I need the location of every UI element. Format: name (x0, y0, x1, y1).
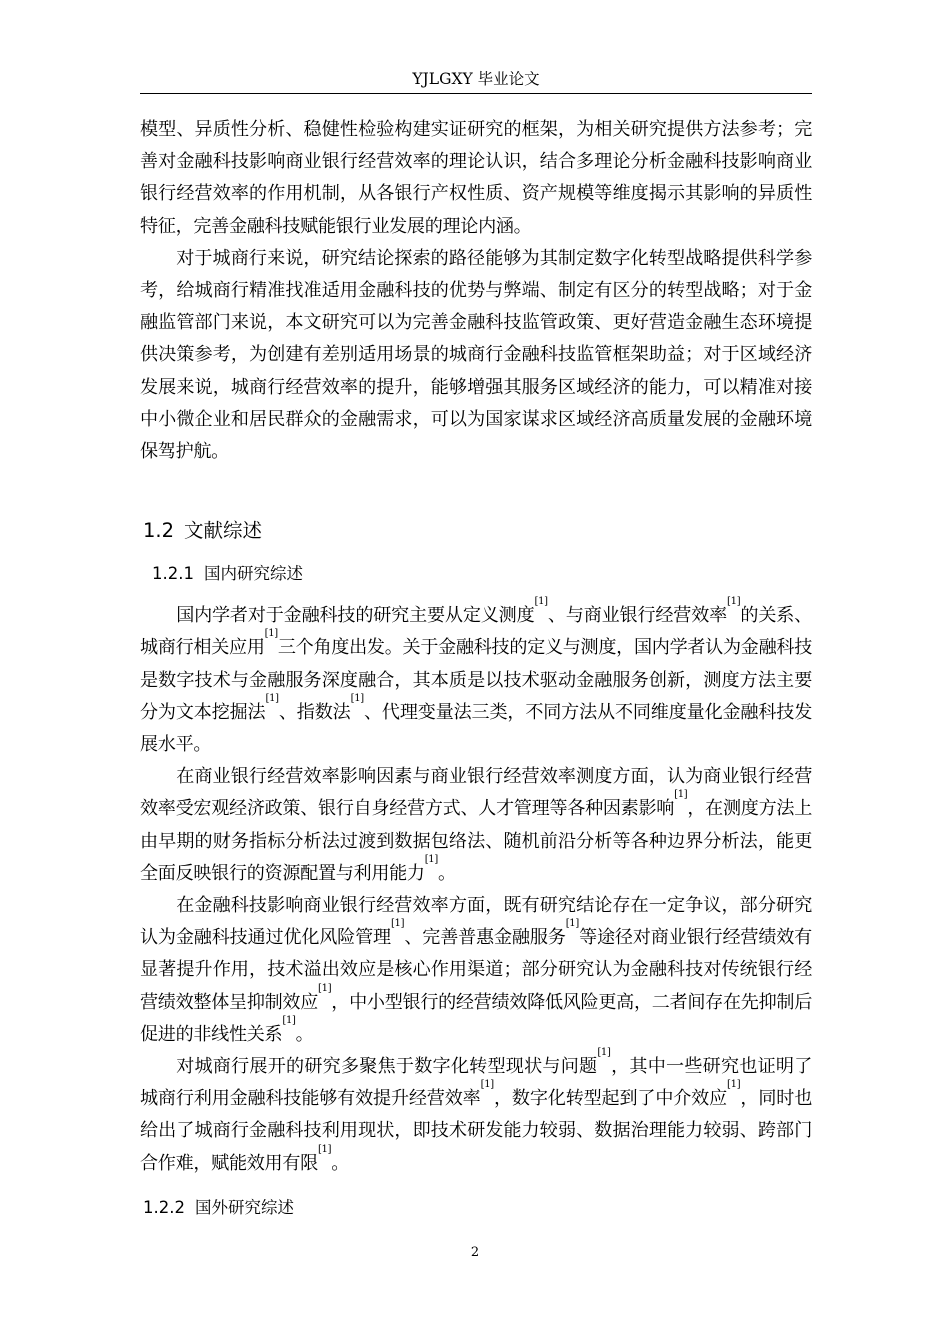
citation: [1] (565, 918, 579, 930)
citation: [1] (318, 982, 332, 994)
citation: [1] (674, 789, 688, 801)
text-run: 。 (331, 1152, 350, 1174)
citation: [1] (350, 692, 364, 704)
text-run: 、完善普惠金融服务 (404, 927, 566, 949)
text-run: 、指数法 (278, 701, 351, 723)
section-heading (143, 516, 812, 546)
section-number: 1.2 (143, 519, 175, 543)
citation: [1] (390, 918, 405, 930)
citation: [1] (534, 596, 548, 608)
paragraph (140, 596, 812, 761)
subsection-number: 1.2.2 (143, 1197, 185, 1217)
subsection-heading (143, 1194, 812, 1222)
citation: [1] (282, 1014, 296, 1026)
citation: [1] (480, 1079, 494, 1091)
text-run: ，同时也给出了城商行金融科技利用现状，即技术研发能力较弱、数据治理能力较弱、跨部门合作难，赋能效用有限 (140, 1088, 812, 1174)
paragraph (140, 890, 812, 1051)
text-run: 对城商行展开的研究多聚焦于数字化转型现状与问题 (176, 1056, 598, 1078)
header-title: YJLGXY 毕业论文 (412, 70, 540, 88)
text-run: 三个角度出发。关于金融科技的定义与测度，国内学者认为金融科技是数字技术与金融服务深度融合，其本质是以技术驱动金融服务创新，测度方法主要分为文本挖掘法 (140, 637, 812, 723)
subsection-heading (152, 560, 812, 588)
text-run: 、代理变量法三类，不同方法从不同维度量化金融科技发展水平。 (140, 701, 812, 756)
paragraph: 模型、异质性分析、稳健性检验构建实证研究的框架，为相关研究提供方法参考；完善对金融科技影响商业银行经营效率的理论认识，结合多理论分析金融科技影响商业银行经营效率的作用机制，从各银行产权性质、资产规模等维度揭示其影响的异质性特征，完善金融科技赋能银行业发展的理论内涵。 (140, 119, 812, 237)
section-title: 文献综述 (184, 519, 263, 543)
citation: [1] (264, 628, 278, 640)
page-body (140, 114, 812, 1222)
text-run: 在金融科技影响商业银行经营效率方面，既有研究结论存在一定争议，部分研究认为金融科技通过优化风险管理 (140, 895, 812, 949)
subsection-number: 1.2.1 (152, 564, 194, 584)
paragraph: 对于城商行来说，研究结论探索的路径能够为其制定数字化转型战略提供科学参考，给城商行精准找准适用金融科技的优势与弊端、制定有区分的转型战略；对于金融监管部门来说，本文研究可以为完善金融科技监管政策、更好营造金融生态环境提供决策参考，为创建有差别适用场景的城商行金融科技监管框架助益；对于区域经济发展来说，城商行经营效率的提升，能够增强其服务区域经济的能力，可以精准对接中小微企业和居民群众的金融需求，可以为国家谋求区域经济高质量发展的金融环境保驾护航。 (140, 247, 812, 463)
citation: [1] (727, 1079, 741, 1091)
text-run: 的关系、城商行相关应用 (140, 605, 812, 659)
text-run: 、与商业银行经营效率 (547, 605, 728, 627)
text-run: ，中小型银行的经营绩效降低风险更高，二者间存在先抑制后促进的非线性关系 (140, 991, 812, 1045)
paragraph (140, 761, 812, 890)
paragraph (140, 1047, 813, 1180)
citation: [1] (727, 596, 741, 608)
text-run: ，数字化转型起到了中介效应 (493, 1088, 728, 1110)
citation: [1] (265, 692, 279, 704)
text-run: ，其中一些研究也证明了城商行利用金融科技能够有效提升经营效率 (140, 1056, 813, 1110)
text-run: 等途径对商业银行经营绩效有显著提升作用，技术溢出效应是核心作用渠道；部分研究认为金融科技对传统银行经营绩效整体呈抑制效应 (140, 927, 812, 1013)
text-run: 。 (295, 1023, 314, 1045)
page-number: 2 (470, 1245, 480, 1260)
text-run: 国内学者对于金融科技的研究主要从定义测度 (176, 605, 535, 627)
text-run: 在商业银行经营效率影响因素与商业银行经营效率测度方面，认为商业银行经营效率受宏观经济政策、银行自身经营方式、人才管理等各种因素影响 (140, 766, 812, 820)
text-run: ，在测度方法上由早期的财务指标分析法过渡到数据包络法、随机前沿分析等各种边界分析法，能更全面反映银行的资源配置与利用能力 (140, 798, 812, 884)
citation: [1] (597, 1047, 611, 1059)
subsection-title: 国内研究综述 (203, 564, 303, 584)
citation: [1] (317, 1143, 332, 1155)
page-header (140, 66, 812, 94)
citation: [1] (424, 853, 438, 865)
text-run: 。 (437, 862, 456, 884)
subsection-title: 国外研究综述 (194, 1197, 294, 1217)
